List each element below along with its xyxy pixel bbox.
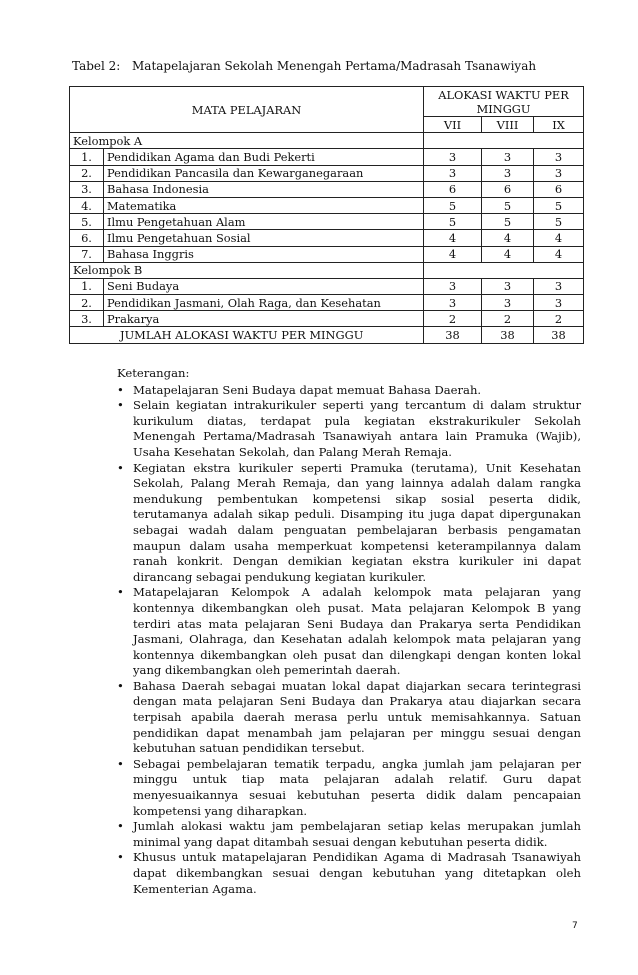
hours-value: 5 <box>482 197 534 213</box>
note-item <box>108 679 581 757</box>
row-number: 1. <box>70 278 104 294</box>
bullet-icon: • <box>117 460 124 475</box>
note-item <box>108 461 581 586</box>
hours-value: 4 <box>424 246 482 262</box>
bullet-icon: • <box>117 585 124 600</box>
note-text: Sebagai pembelajaran tematik terpadu, angka jumlah jam pelajaran per minggu untuk tiap mata pelajaran adalah relatif. Guru dapat menyesuaikannya sesuai kebutuhan peserta didik dalam pencapaian kompetensi yang diharapkan. <box>133 756 581 818</box>
subject-name: Ilmu Pengetahuan Sosial <box>104 230 424 246</box>
table-row <box>70 214 584 230</box>
row-number: 2. <box>70 165 104 181</box>
subject-name: Pendidikan Jasmani, Olah Raga, dan Kesehatan <box>104 295 424 311</box>
subject-name: Pendidikan Agama dan Budi Pekerti <box>104 149 424 165</box>
hours-value: 4 <box>482 246 534 262</box>
hours-value: 3 <box>482 278 534 294</box>
subject-name: Prakarya <box>104 311 424 327</box>
header-grade: IX <box>534 117 584 133</box>
table-row <box>70 165 584 181</box>
group-name: Kelompok A <box>70 133 424 149</box>
header-allocation: ALOKASI WAKTU PER MINGGU <box>424 87 584 117</box>
group-row <box>70 262 584 278</box>
note-text: Khusus untuk matapelajaran Pendidikan Agama di Madrasah Tsanawiyah dapat dikembangkan sesuai dengan kebutuhan yang ditetapkan oleh Kementerian Agama. <box>133 850 581 896</box>
row-number: 6. <box>70 230 104 246</box>
group-empty-cell <box>424 262 584 278</box>
note-text: Bahasa Daerah sebagai muatan lokal dapat diajarkan secara terintegrasi dengan mata pelajaran Seni Budaya dan Prakarya atau diajarkan secara terpisah apabila daerah merasa perlu untuk memisahkannya. Satuan pendidikan dapat menambah jam pelajaran per minggu sesuai dengan kebutuhan satuan pendidikan tersebut. <box>133 678 581 756</box>
bullet-icon: • <box>117 382 124 397</box>
subject-name: Matematika <box>104 197 424 213</box>
hours-value: 4 <box>534 246 584 262</box>
row-number: 3. <box>70 181 104 197</box>
table-row <box>70 295 584 311</box>
group-empty-cell <box>424 133 584 149</box>
row-number: 4. <box>70 197 104 213</box>
note-text: Matapelajaran Kelompok A adalah kelompok mata pelajaran yang kontennya dikembangkan oleh pusat. Mata pelajaran Kelompok B yang terdiri atas mata pelajaran Seni Budaya dan Prakarya serta Pendidikan Jasmani, Olahraga, dan Kesehatan adalah kelompok mata pelajaran yang kontennya dikembangkan oleh pusat dan dilengkapi dengan konten lokal yang dikembangkan oleh pemerintah daerah. <box>133 585 581 678</box>
hours-value: 3 <box>424 295 482 311</box>
table-caption <box>72 59 536 73</box>
subject-name: Bahasa Indonesia <box>104 181 424 197</box>
total-label: JUMLAH ALOKASI WAKTU PER MINGGU <box>70 327 424 343</box>
hours-value: 5 <box>534 197 584 213</box>
bullet-icon: • <box>117 678 124 693</box>
subject-name: Bahasa Inggris <box>104 246 424 262</box>
group-row <box>70 133 584 149</box>
hours-value: 3 <box>424 165 482 181</box>
hours-value: 4 <box>534 230 584 246</box>
subject-name: Pendidikan Pancasila dan Kewarganegaraan <box>104 165 424 181</box>
table-row <box>70 246 584 262</box>
hours-value: 5 <box>534 214 584 230</box>
header-subject: MATA PELAJARAN <box>70 87 424 133</box>
caption-label: Tabel 2: <box>72 59 121 73</box>
row-number: 7. <box>70 246 104 262</box>
hours-value: 2 <box>482 311 534 327</box>
note-text: Matapelajaran Seni Budaya dapat memuat Bahasa Daerah. <box>133 382 482 397</box>
hours-value: 3 <box>534 165 584 181</box>
table-row <box>70 311 584 327</box>
table-row <box>70 149 584 165</box>
hours-value: 3 <box>482 149 534 165</box>
page-number: 7 <box>572 921 578 931</box>
subject-name: Seni Budaya <box>104 278 424 294</box>
total-value: 38 <box>482 327 534 343</box>
note-item <box>108 819 581 850</box>
table-row <box>70 230 584 246</box>
hours-value: 3 <box>534 278 584 294</box>
bullet-icon: • <box>117 398 124 413</box>
hours-value: 3 <box>534 295 584 311</box>
note-item <box>108 850 581 897</box>
hours-value: 6 <box>482 181 534 197</box>
note-item <box>108 757 581 819</box>
note-text: Jumlah alokasi waktu jam pembelajaran setiap kelas merupakan jumlah minimal yang dapat ditambah sesuai dengan kebutuhan peserta didik. <box>133 819 581 849</box>
hours-value: 3 <box>482 165 534 181</box>
row-number: 3. <box>70 311 104 327</box>
note-text: Selain kegiatan intrakurikuler seperti yang tercantum di dalam struktur kurikulum diatas, terdapat pula kegiatan ekstrakurikuler Sekolah Menengah Pertama/Madrasah Tsanawiyah antara lain Pramuka (Wajib), Usaha Kesehatan Sekolah, dan Palang Merah Remaja. <box>133 398 581 459</box>
subject-name: Ilmu Pengetahuan Alam <box>104 214 424 230</box>
hours-value: 2 <box>534 311 584 327</box>
notes-title: Keterangan: <box>117 366 190 380</box>
hours-value: 4 <box>482 230 534 246</box>
hours-value: 4 <box>424 230 482 246</box>
table-row <box>70 181 584 197</box>
note-item <box>108 383 581 399</box>
bullet-icon: • <box>117 850 124 865</box>
total-value: 38 <box>534 327 584 343</box>
row-number: 5. <box>70 214 104 230</box>
row-number: 2. <box>70 295 104 311</box>
notes-list <box>108 383 581 898</box>
row-number: 1. <box>70 149 104 165</box>
hours-value: 5 <box>482 214 534 230</box>
hours-value: 3 <box>482 295 534 311</box>
bullet-icon: • <box>117 819 124 834</box>
note-text: Kegiatan ekstra kurikuler seperti Pramuka (terutama), Unit Kesehatan Sekolah, Palang Merah Remaja, dan yang lainnya adalah dalam rangka mendukung pembentukan kompetensi sikap sosial peserta didik, terutamanya adalah sikap peduli. Disamping itu juga dapat dipergunakan sebagai wadah dalam penguatan pembelajaran berbasis pengamatan maupun dalam usaha memperkuat kompetensi keterampilannya dalam ranah konkrit. Dengan demikian kegiatan ekstra kurikuler ini dapat dirancang sebagai pendukung kegiatan kurikuler. <box>133 460 581 584</box>
notes-section <box>108 366 581 897</box>
table-row <box>70 278 584 294</box>
hours-value: 3 <box>424 278 482 294</box>
bullet-icon: • <box>117 756 124 771</box>
header-grade: VII <box>424 117 482 133</box>
hours-value: 5 <box>424 197 482 213</box>
table-row <box>70 197 584 213</box>
total-row <box>70 327 584 343</box>
hours-value: 6 <box>424 181 482 197</box>
group-name: Kelompok B <box>70 262 424 278</box>
subject-table <box>69 86 584 344</box>
hours-value: 5 <box>424 214 482 230</box>
hours-value: 6 <box>534 181 584 197</box>
hours-value: 3 <box>534 149 584 165</box>
note-item <box>108 585 581 679</box>
hours-value: 3 <box>424 149 482 165</box>
header-grade: VIII <box>482 117 534 133</box>
note-item <box>108 398 581 460</box>
total-value: 38 <box>424 327 482 343</box>
caption-text: Matapelajaran Sekolah Menengah Pertama/Madrasah Tsanawiyah <box>132 59 537 73</box>
hours-value: 2 <box>424 311 482 327</box>
